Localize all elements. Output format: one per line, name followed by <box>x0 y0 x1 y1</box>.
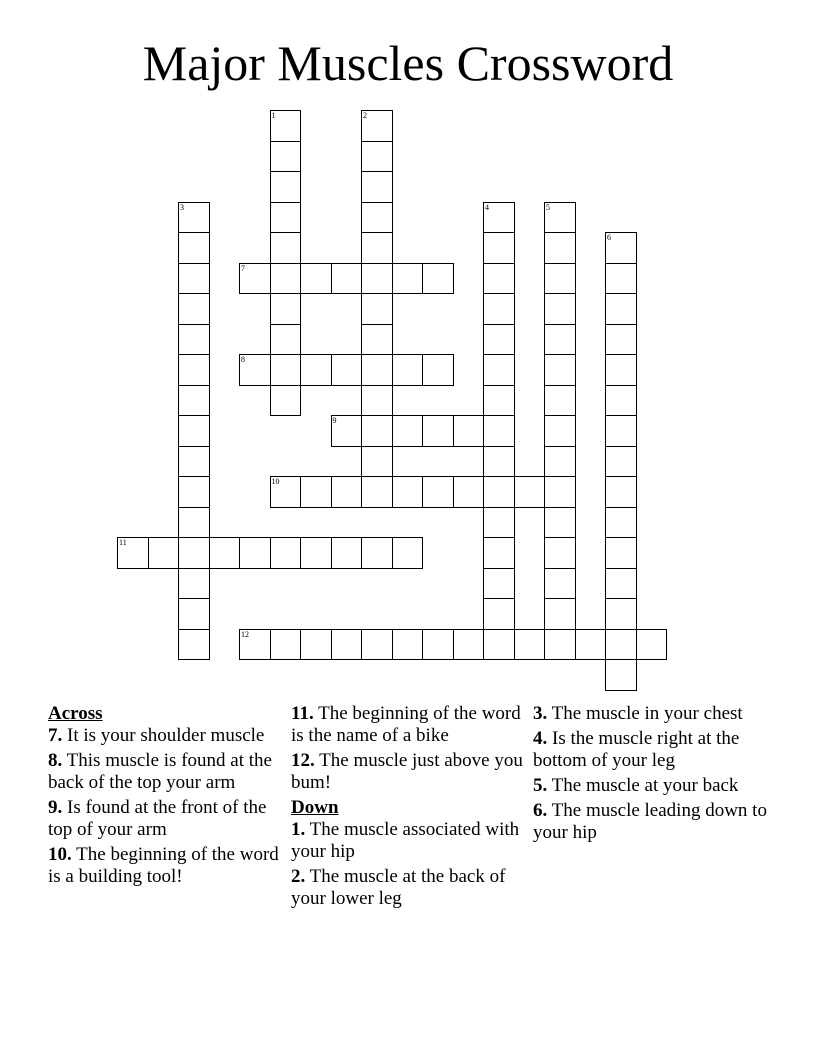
crossword-cell[interactable] <box>605 324 637 356</box>
crossword-cell[interactable] <box>544 385 576 417</box>
crossword-cell[interactable] <box>178 446 210 478</box>
cell-number: 2 <box>363 111 367 120</box>
crossword-cell[interactable] <box>605 568 637 600</box>
crossword-cell[interactable] <box>270 202 302 234</box>
clue-text: The muscle at the back of your lower leg <box>291 866 506 909</box>
crossword-cell[interactable] <box>270 324 302 356</box>
clue-down-5 <box>533 775 769 797</box>
crossword-cell[interactable] <box>178 385 210 417</box>
crossword-cell[interactable] <box>544 537 576 569</box>
crossword-cell[interactable] <box>178 263 210 295</box>
crossword-cell[interactable] <box>605 232 637 264</box>
clue-number: 1. <box>291 819 306 840</box>
crossword-cell[interactable] <box>270 293 302 325</box>
clue-across-8 <box>48 750 284 794</box>
crossword-cell[interactable] <box>605 659 637 691</box>
crossword-cell[interactable] <box>605 629 637 661</box>
crossword-cell[interactable] <box>544 263 576 295</box>
clue-number: 7. <box>48 725 63 746</box>
cell-number: 7 <box>241 263 245 273</box>
crossword-cell[interactable] <box>605 293 637 325</box>
crossword-cell[interactable] <box>300 263 332 295</box>
cell-number: 8 <box>241 355 245 364</box>
clue-across-9 <box>48 797 284 841</box>
crossword-cell[interactable] <box>178 568 210 600</box>
crossword-cell[interactable] <box>544 629 576 661</box>
clue-number: 12. <box>291 750 315 771</box>
crossword-cell[interactable] <box>483 629 515 661</box>
down-heading: Down <box>291 797 339 818</box>
crossword-cell[interactable] <box>392 263 424 295</box>
crossword-cell[interactable] <box>544 232 576 264</box>
crossword-cell[interactable] <box>270 354 302 386</box>
crossword-cell[interactable] <box>361 141 393 173</box>
crossword-cell[interactable] <box>392 354 424 386</box>
crossword-cell[interactable] <box>270 537 302 569</box>
crossword-cell[interactable] <box>178 293 210 325</box>
crossword-cell[interactable] <box>483 537 515 569</box>
crossword-cell[interactable] <box>178 324 210 356</box>
crossword-cell[interactable] <box>544 354 576 386</box>
crossword-cell[interactable] <box>605 263 637 295</box>
crossword-cell[interactable] <box>178 415 210 447</box>
clues-column-1 <box>48 703 284 891</box>
crossword-cell[interactable] <box>544 324 576 356</box>
crossword-cell[interactable] <box>483 507 515 539</box>
clue-text: The beginning of the word is the name of a bike <box>291 703 521 746</box>
crossword-cell[interactable] <box>544 598 576 630</box>
crossword-cell[interactable] <box>209 537 241 569</box>
crossword-cell[interactable] <box>483 476 515 508</box>
crossword-cell[interactable] <box>422 629 454 661</box>
cell-number: 9 <box>332 416 337 425</box>
crossword-cell[interactable] <box>270 171 302 203</box>
clue-down-2 <box>291 866 527 910</box>
clue-across-10 <box>48 844 284 888</box>
crossword-cell[interactable] <box>361 171 393 203</box>
crossword-cell[interactable] <box>178 476 210 508</box>
crossword-cell[interactable] <box>178 629 210 661</box>
page-title: Major Muscles Crossword <box>142 35 674 91</box>
crossword-cell[interactable] <box>270 476 302 508</box>
crossword-cell[interactable] <box>544 507 576 539</box>
crossword-cell[interactable] <box>422 476 454 508</box>
across-heading: Across <box>48 703 103 724</box>
crossword-cell[interactable] <box>575 629 607 661</box>
crossword-cell[interactable] <box>544 568 576 600</box>
crossword-cell[interactable] <box>331 629 363 661</box>
clue-text: The muscle leading down to your hip <box>533 800 767 843</box>
clue-text: Is found at the front of the top of your arm <box>48 797 267 840</box>
crossword-cell[interactable] <box>270 232 302 264</box>
crossword-cell[interactable] <box>361 232 393 264</box>
clues-column-2 <box>291 703 527 913</box>
crossword-cell[interactable] <box>514 629 546 661</box>
clue-down-6 <box>533 800 769 844</box>
crossword-cell[interactable] <box>392 629 424 661</box>
crossword-cell[interactable] <box>239 537 271 569</box>
clue-across-7 <box>48 725 284 747</box>
cell-number: 10 <box>271 477 280 486</box>
clue-text: The muscle in your chest <box>551 703 743 724</box>
crossword-cell[interactable] <box>270 141 302 173</box>
crossword-cell[interactable] <box>331 476 363 508</box>
crossword-cell[interactable] <box>361 385 393 417</box>
crossword-cell[interactable] <box>361 354 393 386</box>
crossword-cell[interactable] <box>178 202 210 234</box>
crossword-cell[interactable] <box>483 568 515 600</box>
crossword-cell[interactable] <box>483 446 515 478</box>
crossword-cell[interactable] <box>483 385 515 417</box>
crossword-cell[interactable] <box>422 415 454 447</box>
crossword-cell[interactable] <box>605 476 637 508</box>
cell-number: 3 <box>180 202 184 212</box>
clue-number: 4. <box>533 728 548 749</box>
crossword-cell[interactable] <box>483 324 515 356</box>
crossword-cell[interactable] <box>605 385 637 417</box>
crossword-cell[interactable] <box>361 446 393 478</box>
clue-down-3 <box>533 703 769 725</box>
clue-number: 6. <box>533 800 548 821</box>
crossword-cell[interactable] <box>300 629 332 661</box>
cell-number: 4 <box>485 202 489 212</box>
clue-text: Is the muscle right at the bottom of your leg <box>533 728 740 771</box>
crossword-cell[interactable] <box>331 354 363 386</box>
clue-across-12 <box>291 750 527 794</box>
crossword-cell[interactable] <box>605 446 637 478</box>
crossword-cell[interactable] <box>361 293 393 325</box>
crossword-cell[interactable] <box>483 202 515 234</box>
crossword-cell[interactable] <box>331 415 363 447</box>
cell-number: 11 <box>119 538 127 547</box>
crossword-cell[interactable] <box>392 537 424 569</box>
crossword-cell[interactable] <box>178 232 210 264</box>
crossword-cell[interactable] <box>331 537 363 569</box>
clue-across-11 <box>291 703 527 747</box>
crossword-cell[interactable] <box>514 476 546 508</box>
clues-column-3 <box>533 703 769 847</box>
crossword-cell[interactable] <box>361 202 393 234</box>
clue-text: The beginning of the word is a building tool! <box>48 844 279 887</box>
crossword-cell[interactable] <box>544 293 576 325</box>
clue-text: The muscle at your back <box>551 775 739 796</box>
crossword-cell[interactable] <box>178 537 210 569</box>
crossword-cell[interactable] <box>453 476 485 508</box>
clue-number: 2. <box>291 866 306 887</box>
crossword-cell[interactable] <box>361 110 393 142</box>
crossword-cell[interactable] <box>117 537 149 569</box>
cell-number: 6 <box>607 233 611 242</box>
clue-down-1 <box>291 819 527 863</box>
clue-down-4 <box>533 728 769 772</box>
crossword-cell[interactable] <box>392 476 424 508</box>
crossword-cell[interactable] <box>270 110 302 142</box>
crossword-cell[interactable] <box>148 537 180 569</box>
crossword-cell[interactable] <box>544 415 576 447</box>
cell-number: 1 <box>271 111 276 120</box>
crossword-cell[interactable] <box>178 507 210 539</box>
clue-number: 9. <box>48 797 63 818</box>
clue-number: 3. <box>533 703 548 724</box>
crossword-cell[interactable] <box>544 476 576 508</box>
crossword-cell[interactable] <box>636 629 668 661</box>
crossword-cell[interactable] <box>300 476 332 508</box>
crossword-cell[interactable] <box>422 354 454 386</box>
crossword-cell[interactable] <box>483 415 515 447</box>
crossword-cell[interactable] <box>605 354 637 386</box>
crossword-cell[interactable] <box>270 263 302 295</box>
crossword-cell[interactable] <box>544 446 576 478</box>
crossword-cell[interactable] <box>483 598 515 630</box>
crossword-cell[interactable] <box>239 354 271 386</box>
crossword-cell[interactable] <box>605 507 637 539</box>
crossword-cell[interactable] <box>483 293 515 325</box>
crossword-cell[interactable] <box>361 415 393 447</box>
crossword-cell[interactable] <box>178 598 210 630</box>
crossword-cell[interactable] <box>605 598 637 630</box>
clue-text: The muscle associated with your hip <box>291 819 520 862</box>
crossword-cell[interactable] <box>270 629 302 661</box>
crossword-cell[interactable] <box>361 629 393 661</box>
crossword-cell[interactable] <box>605 537 637 569</box>
crossword-cell[interactable] <box>239 263 271 295</box>
clue-text: The muscle just above you bum! <box>291 750 523 793</box>
crossword-cell[interactable] <box>422 263 454 295</box>
crossword-cell[interactable] <box>178 354 210 386</box>
crossword-cell[interactable] <box>270 385 302 417</box>
clue-number: 10. <box>48 844 72 865</box>
clue-text: It is your shoulder muscle <box>67 725 265 746</box>
crossword-cell[interactable] <box>300 354 332 386</box>
crossword-cell[interactable] <box>392 415 424 447</box>
crossword-cell[interactable] <box>453 415 485 447</box>
crossword-cell[interactable] <box>300 537 332 569</box>
clue-number: 11. <box>291 703 314 724</box>
crossword-cell[interactable] <box>361 537 393 569</box>
clue-text: This muscle is found at the back of the top your arm <box>48 750 272 793</box>
crossword-cell[interactable] <box>483 232 515 264</box>
cell-number: 5 <box>546 202 550 212</box>
crossword-cell[interactable] <box>483 354 515 386</box>
clue-number: 5. <box>533 775 548 796</box>
crossword-cell[interactable] <box>361 324 393 356</box>
crossword-cell[interactable] <box>239 629 271 661</box>
crossword-cell[interactable] <box>361 263 393 295</box>
crossword-cell[interactable] <box>331 263 363 295</box>
crossword-cell[interactable] <box>483 263 515 295</box>
crossword-cell[interactable] <box>453 629 485 661</box>
cell-number: 12 <box>241 629 249 639</box>
crossword-cell[interactable] <box>361 476 393 508</box>
crossword-cell[interactable] <box>544 202 576 234</box>
crossword-cell[interactable] <box>605 415 637 447</box>
clue-number: 8. <box>48 750 63 771</box>
